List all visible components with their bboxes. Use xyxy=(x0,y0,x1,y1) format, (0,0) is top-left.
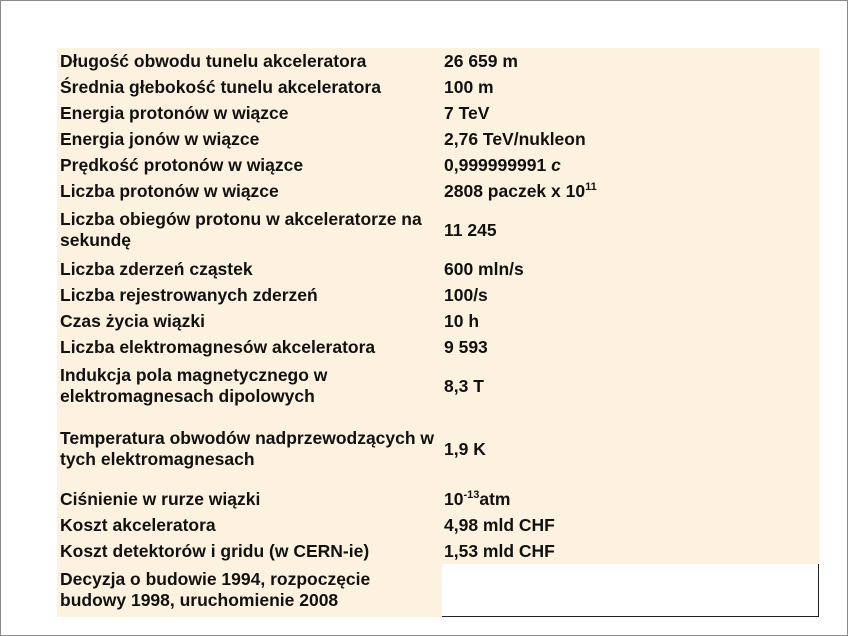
row-value: 4,98 mld CHF xyxy=(442,512,819,538)
row-value-empty xyxy=(442,564,819,617)
table-row xyxy=(57,334,819,360)
table-row xyxy=(57,204,819,256)
row-value: 100/s xyxy=(442,282,819,308)
table-row xyxy=(57,74,819,100)
row-value: 1,53 mld CHF xyxy=(442,538,819,564)
table-row xyxy=(57,538,819,564)
table-row xyxy=(57,308,819,334)
table-row xyxy=(57,178,819,204)
row-label: Liczba rejestrowanych zderzeń xyxy=(57,282,442,308)
row-label: Temperatura obwodów nadprzewodzących w tych elektromagnesach xyxy=(57,412,442,486)
row-label: Prędkość protonów w wiązce xyxy=(57,152,442,178)
table-row xyxy=(57,512,819,538)
row-label: Liczba obiegów protonu w akceleratorze na sekundę xyxy=(57,204,442,256)
row-value: 11 245 xyxy=(442,204,819,256)
table-row xyxy=(57,412,819,486)
row-label: Czas życia wiązki xyxy=(57,308,442,334)
table-row xyxy=(57,256,819,282)
row-value: 9 593 xyxy=(442,334,819,360)
row-value: 600 mln/s xyxy=(442,256,819,282)
table-row xyxy=(57,282,819,308)
row-label: Liczba elektromagnesów akceleratora xyxy=(57,334,442,360)
row-label: Decyzja o budowie 1994, rozpoczęcie budowy 1998, uruchomienie 2008 xyxy=(57,564,442,617)
row-value: 26 659 m xyxy=(442,48,819,74)
value-exponent: 11 xyxy=(585,180,597,193)
row-label: Średnia głebokość tunelu akceleratora xyxy=(57,74,442,100)
row-value: 1,9 K xyxy=(442,412,819,486)
table-row xyxy=(57,152,819,178)
lhc-facts-table xyxy=(57,48,819,617)
row-label: Indukcja pola magnetycznego w elektromagnesach dipolowych xyxy=(57,360,442,412)
row-label: Ciśnienie w rurze wiązki xyxy=(57,486,442,512)
row-value: 100 m xyxy=(442,74,819,100)
table-row xyxy=(57,486,819,512)
value-text: 0,999999991 xyxy=(444,154,552,175)
table-row xyxy=(57,564,819,617)
row-label: Koszt akceleratora xyxy=(57,512,442,538)
row-value xyxy=(442,486,819,512)
value-unit: atm xyxy=(479,488,511,509)
table-row xyxy=(57,100,819,126)
table-row xyxy=(57,360,819,412)
table-row xyxy=(57,126,819,152)
row-value: 2,76 TeV/nukleon xyxy=(442,126,819,152)
row-value xyxy=(442,152,819,178)
row-value xyxy=(442,178,819,204)
row-value: 8,3 T xyxy=(442,360,819,412)
value-text: 2808 paczek x 10 xyxy=(444,180,586,201)
speed-of-light-symbol: c xyxy=(551,154,561,175)
row-value: 7 TeV xyxy=(442,100,819,126)
row-label: Liczba zderzeń cząstek xyxy=(57,256,442,282)
row-label: Długość obwodu tunelu akceleratora xyxy=(57,48,442,74)
row-label: Energia jonów w wiązce xyxy=(57,126,442,152)
row-label: Koszt detektorów i gridu (w CERN-ie) xyxy=(57,538,442,564)
value-text: 10 xyxy=(444,488,464,509)
row-value: 10 h xyxy=(442,308,819,334)
value-exponent: -13 xyxy=(463,488,480,501)
row-label: Liczba protonów w wiązce xyxy=(57,178,442,204)
table-row xyxy=(57,48,819,74)
row-label: Energia protonów w wiązce xyxy=(57,100,442,126)
